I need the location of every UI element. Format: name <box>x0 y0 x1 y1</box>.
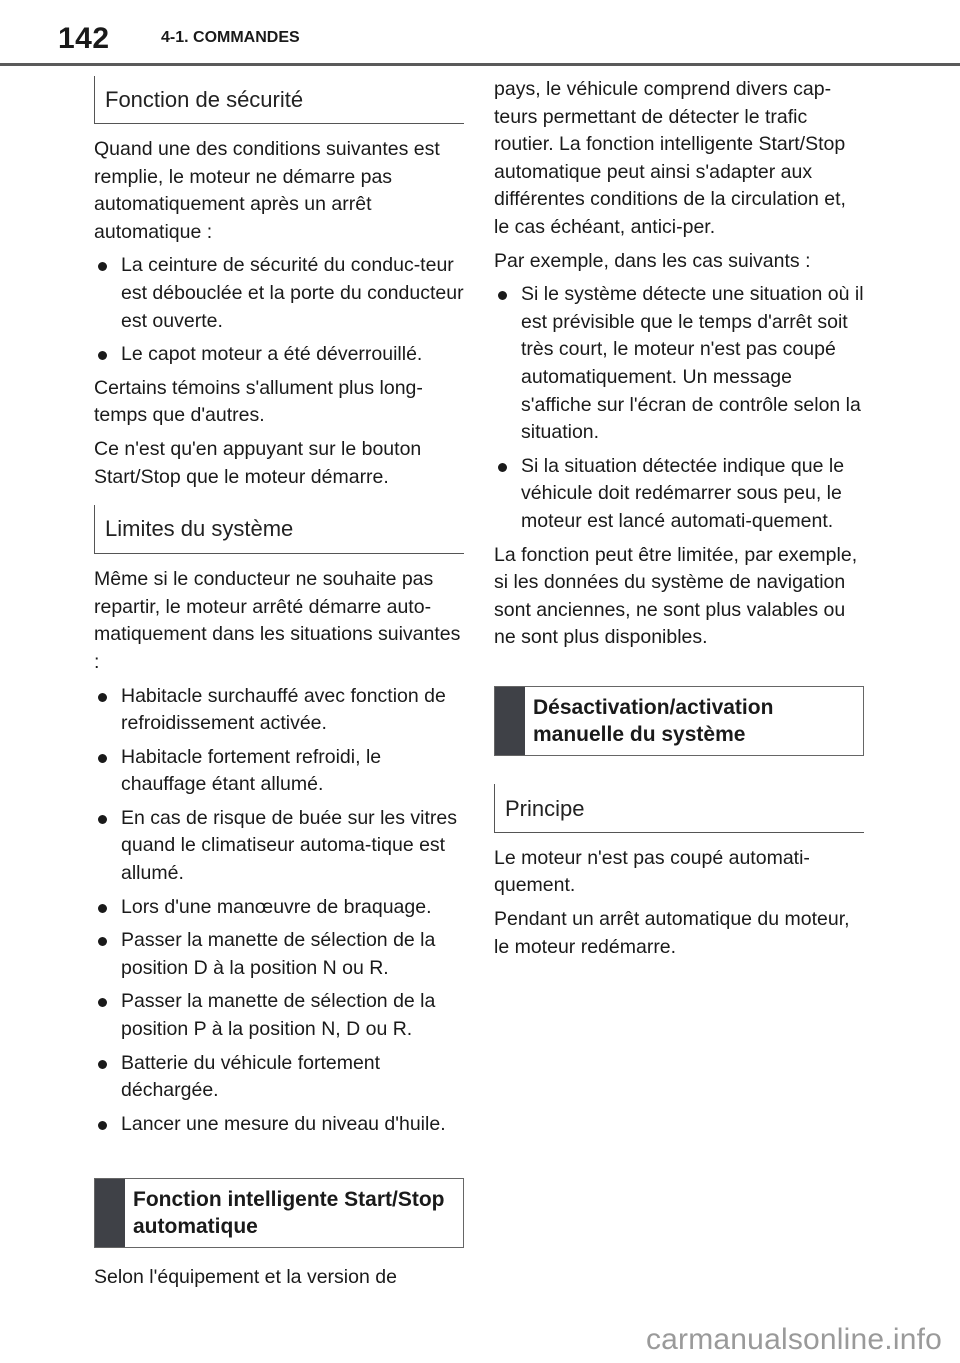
bullet-icon <box>98 262 107 271</box>
paragraph: Pendant un arrêt automatique du moteur, le moteur redémarre. <box>494 908 850 958</box>
heading-limites-systeme <box>94 505 464 554</box>
list-item: Si le système détecte une situation où il est prévisible que le temps d'arrêt soit très court, le moteur n'est pas coupé automatiquement. Un message s'affiche sur l'écran de contrôle selon la situation. <box>494 281 864 447</box>
bullet-icon <box>98 1060 107 1069</box>
section-title: 4-1. COMMANDES <box>161 29 300 46</box>
heading-text: Limites du système <box>105 516 294 542</box>
list-item: Passer la manette de sélection de la position D à la position N ou R. <box>94 927 464 982</box>
page-number: 142 <box>58 22 110 55</box>
page-header <box>0 0 960 66</box>
watermark: carmanualsonline.info <box>645 1323 942 1356</box>
heading-text: Désactivation/activation manuelle du système <box>533 695 774 746</box>
bullet-icon <box>98 754 107 763</box>
list-item: Lancer une mesure du niveau d'huile. <box>94 1111 464 1139</box>
heading-text: Fonction intelligente Start/Stop automatique <box>133 1188 445 1239</box>
paragraph: Par exemple, dans les cas suivants : <box>494 249 811 272</box>
bullet-list <box>94 683 464 1139</box>
list-item: Habitacle fortement refroidi, le chauffage étant allumé. <box>94 744 464 799</box>
bullet-icon <box>98 904 107 913</box>
paragraph: pays, le véhicule comprend divers cap-teurs permettant de détecter le trafic routier. La fonction intelligente Start/Stop automatique peut ainsi s'adapter aux différentes conditions de la circulation et, le cas échéant, antici-per. <box>494 78 846 238</box>
bullet-icon <box>98 1121 107 1130</box>
paragraph: Le moteur n'est pas coupé automati-quement. <box>494 846 810 897</box>
bullet-icon <box>98 693 107 702</box>
list-item: La ceinture de sécurité du conduc-teur est débouclée et la porte du conducteur est ouverte. <box>94 252 464 335</box>
bullet-list <box>94 252 464 368</box>
list-item: Habitacle surchauffé avec fonction de refroidissement activée. <box>94 683 464 738</box>
bullet-icon <box>98 998 107 1007</box>
bullet-icon <box>98 815 107 824</box>
list-item: En cas de risque de buée sur les vitres quand le climatiseur automa-tique est allumé. <box>94 805 464 888</box>
heading-principe <box>494 784 864 833</box>
list-item: Lors d'une manœuvre de braquage. <box>94 894 464 922</box>
heading-desactivation-activation <box>494 686 864 756</box>
paragraph: Selon l'équipement et la version de <box>94 1266 397 1289</box>
heading-accent-bar <box>95 1179 125 1247</box>
bullet-list <box>494 281 864 535</box>
bullet-icon <box>498 291 507 300</box>
paragraph: Ce n'est qu'en appuyant sur le bouton Start/Stop que le moteur démarre. <box>94 437 422 488</box>
bullet-icon <box>98 351 107 360</box>
paragraph: Même si le conducteur ne souhaite pas repartir, le moteur arrêté démarre auto-matiquement dans les situations suivantes : <box>94 568 461 673</box>
heading-text: Fonction de sécurité <box>105 87 304 112</box>
paragraph: Certains témoins s'allument plus long-temps que d'autres. <box>94 376 423 427</box>
heading-text: Principe <box>505 795 585 821</box>
left-column <box>94 76 464 1298</box>
paragraph: La fonction peut être limitée, par exemple, si les données du système de navigation sont anciennes, ne sont plus valables ou ne sont plus disponibles. <box>494 543 858 649</box>
list-item: Le capot moteur a été déverrouillé. <box>94 341 464 369</box>
heading-accent-bar <box>495 687 525 755</box>
header-divider <box>0 63 960 66</box>
list-item: Passer la manette de sélection de la position P à la position N, D ou R. <box>94 988 464 1043</box>
paragraph: Quand une des conditions suivantes est remplie, le moteur ne démarre pas automatiquement après un arrêt automatique : <box>94 138 440 243</box>
bullet-icon <box>98 937 107 946</box>
list-item: Batterie du véhicule fortement déchargée. <box>94 1050 464 1105</box>
heading-fonction-securite <box>94 76 464 124</box>
list-item: Si la situation détectée indique que le véhicule doit redémarrer sous peu, le moteur est lancé automati-quement. <box>494 453 864 536</box>
bullet-icon <box>498 463 507 472</box>
heading-fonction-intelligente <box>94 1178 464 1248</box>
right-column <box>494 76 864 967</box>
